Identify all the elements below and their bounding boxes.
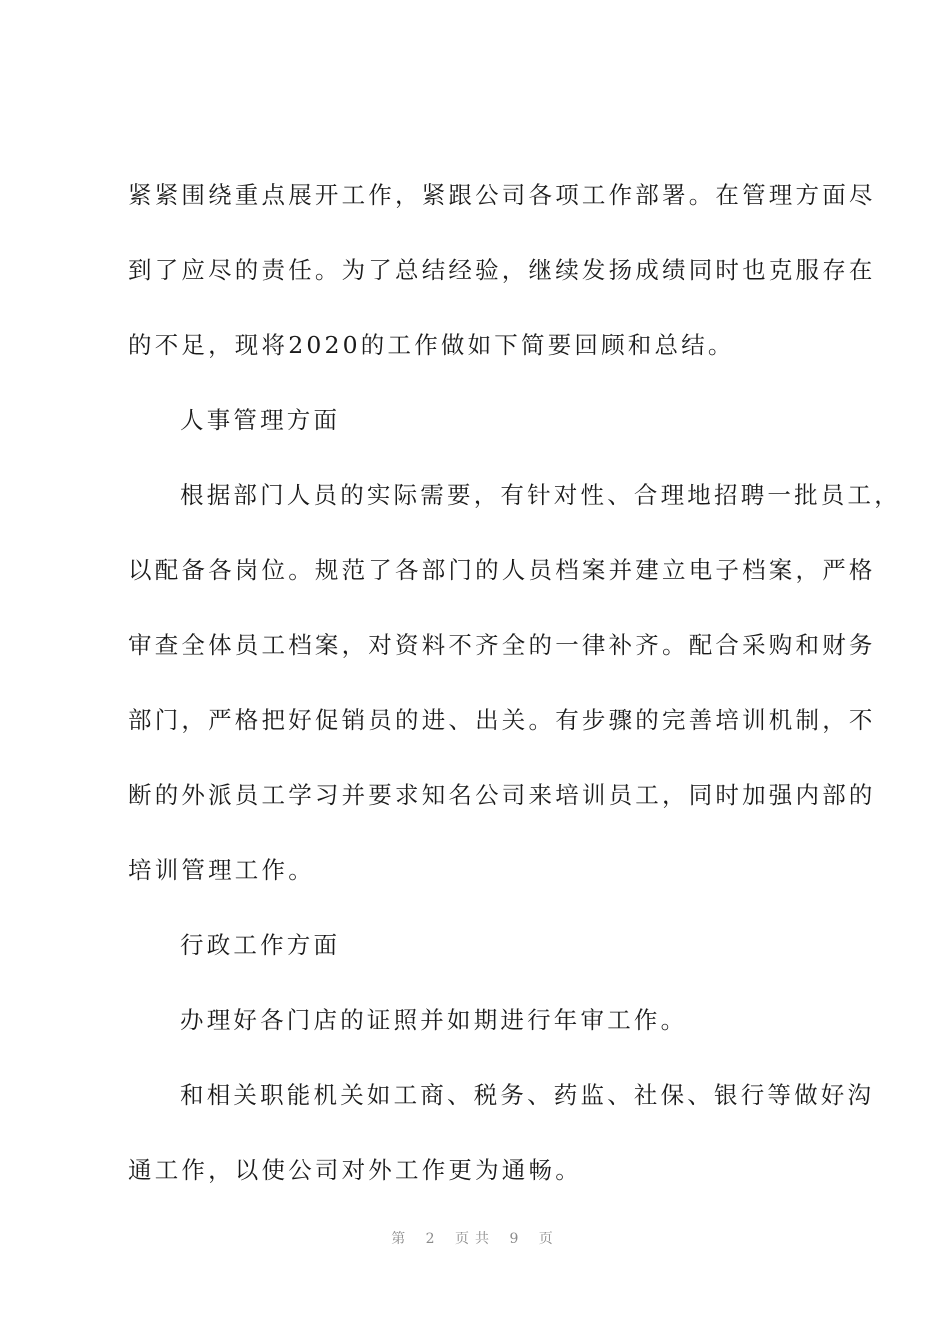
section-heading-hr: 人事管理方面 — [180, 406, 341, 434]
paragraph-line: 和相关职能机关如工商、税务、药监、社保、银行等做好沟 — [180, 1081, 875, 1109]
paragraph-line: 通工作，以使公司对外工作更为通畅。 — [128, 1156, 582, 1184]
section-heading-admin: 行政工作方面 — [180, 931, 341, 959]
paragraph-line: 根据部门人员的实际需要，有针对性、合理地招聘一批员工， — [180, 481, 901, 509]
page-number-footer: 第 2 页共 9 页 — [391, 1231, 559, 1247]
paragraph-line: 审查全体员工档案，对资料不齐全的一律补齐。配合采购和财务 — [128, 631, 876, 659]
paragraph-line: 培训管理工作。 — [128, 856, 315, 884]
paragraph-line: 断的外派员工学习并要求知名公司来培训员工，同时加强内部的 — [128, 781, 876, 809]
paragraph-line: 部门，严格把好促销员的进、出关。有步骤的完善培训机制，不 — [128, 706, 876, 734]
paragraph-line: 办理好各门店的证照并如期进行年审工作。 — [180, 1006, 688, 1034]
paragraph-line: 紧紧围绕重点展开工作，紧跟公司各项工作部署。在管理方面尽 — [128, 181, 876, 209]
paragraph-line: 到了应尽的责任。为了总结经验，继续发扬成绩同时也克服存在 — [128, 256, 876, 284]
paragraph-line: 以配备各岗位。规范了各部门的人员档案并建立电子档案，严格 — [128, 556, 876, 584]
paragraph-line: 的不足，现将2020的工作做如下简要回顾和总结。 — [128, 331, 735, 359]
